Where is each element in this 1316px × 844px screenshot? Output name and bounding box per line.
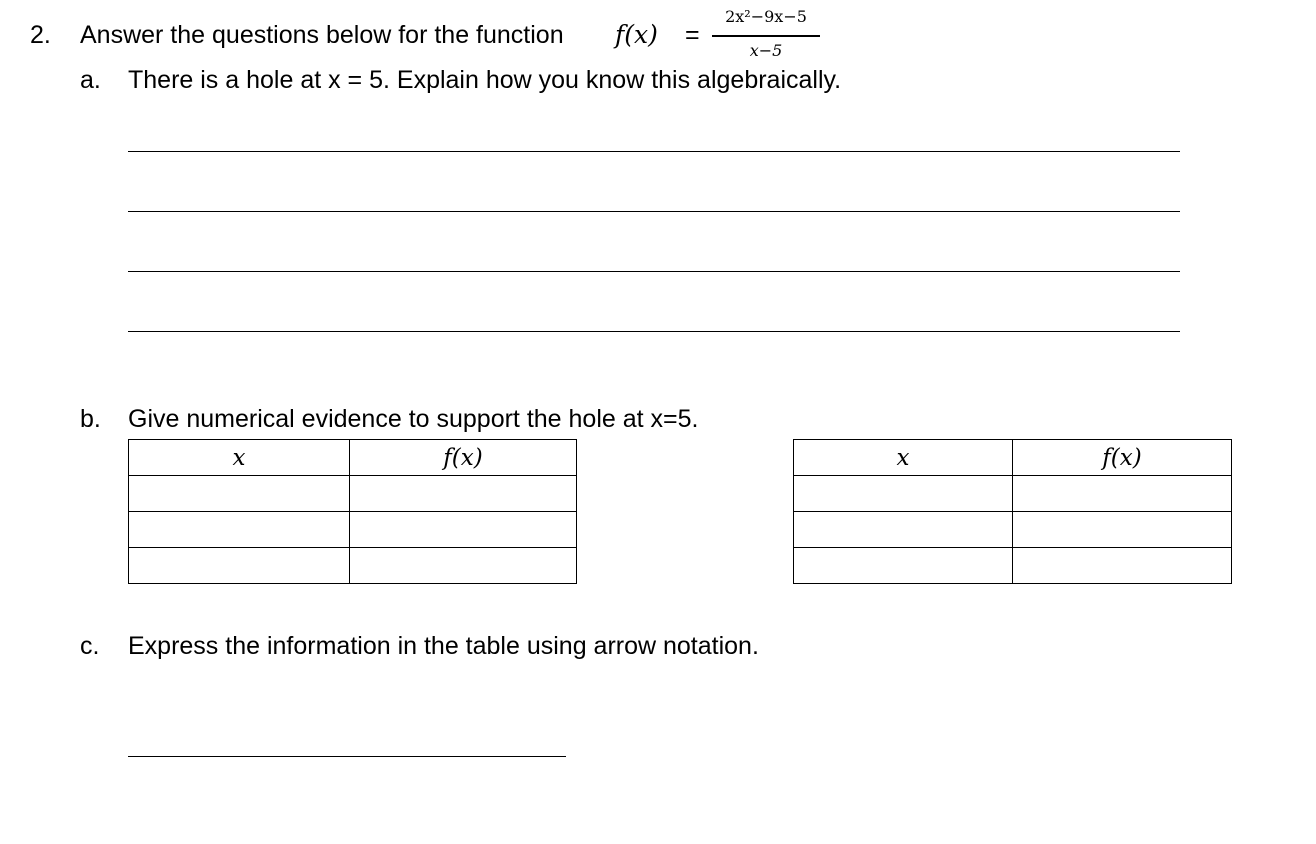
question-number: 2. <box>30 21 51 49</box>
question-stem: Answer the questions below for the function <box>80 21 564 49</box>
table-header-row <box>129 440 577 476</box>
table-cell-x[interactable] <box>794 512 1013 548</box>
fraction-numerator: 2x²−9x−5 <box>725 7 807 26</box>
answer-line-a4[interactable] <box>128 331 1180 332</box>
part-b-label: b. <box>80 405 101 433</box>
table-cell-x[interactable] <box>129 476 350 512</box>
part-a-prompt: There is a hole at x = 5. Explain how you know this algebraically. <box>128 66 842 94</box>
table-cell-x[interactable] <box>129 548 350 584</box>
answer-line-a1[interactable] <box>128 151 1180 152</box>
table-cell-x[interactable] <box>794 548 1013 584</box>
part-b-prompt: Give numerical evidence to support the hole at x=5. <box>128 405 699 433</box>
table-cell-fx[interactable] <box>350 476 577 512</box>
fraction-denominator: x−5 <box>749 41 783 60</box>
table-cell-fx[interactable] <box>1013 512 1232 548</box>
part-c-label: c. <box>80 632 100 660</box>
table-cell-fx[interactable] <box>1013 476 1232 512</box>
table-cell-fx[interactable] <box>350 548 577 584</box>
table-header-row <box>794 440 1232 476</box>
table-header-fx: f(x) <box>350 440 577 476</box>
answer-line-a2[interactable] <box>128 211 1180 212</box>
part-a-label: a. <box>80 66 101 94</box>
table-row <box>794 476 1232 512</box>
table-cell-x[interactable] <box>794 476 1013 512</box>
value-table-right <box>793 439 1232 584</box>
table-row <box>129 548 577 584</box>
table-row <box>794 512 1232 548</box>
answer-line-c[interactable] <box>128 756 566 757</box>
equals-sign: = <box>685 21 700 49</box>
table-row <box>794 548 1232 584</box>
answer-line-a3[interactable] <box>128 271 1180 272</box>
part-c-prompt: Express the information in the table using arrow notation. <box>128 632 759 660</box>
table-cell-fx[interactable] <box>350 512 577 548</box>
function-name: f(x) <box>615 20 658 49</box>
table-cell-x[interactable] <box>129 512 350 548</box>
table-cell-fx[interactable] <box>1013 548 1232 584</box>
table-header-x: x <box>794 440 1013 476</box>
table-row <box>129 512 577 548</box>
table-row <box>129 476 577 512</box>
table-header-x: x <box>129 440 350 476</box>
value-table-left <box>128 439 577 584</box>
fraction-bar <box>712 35 820 37</box>
table-header-fx: f(x) <box>1013 440 1232 476</box>
